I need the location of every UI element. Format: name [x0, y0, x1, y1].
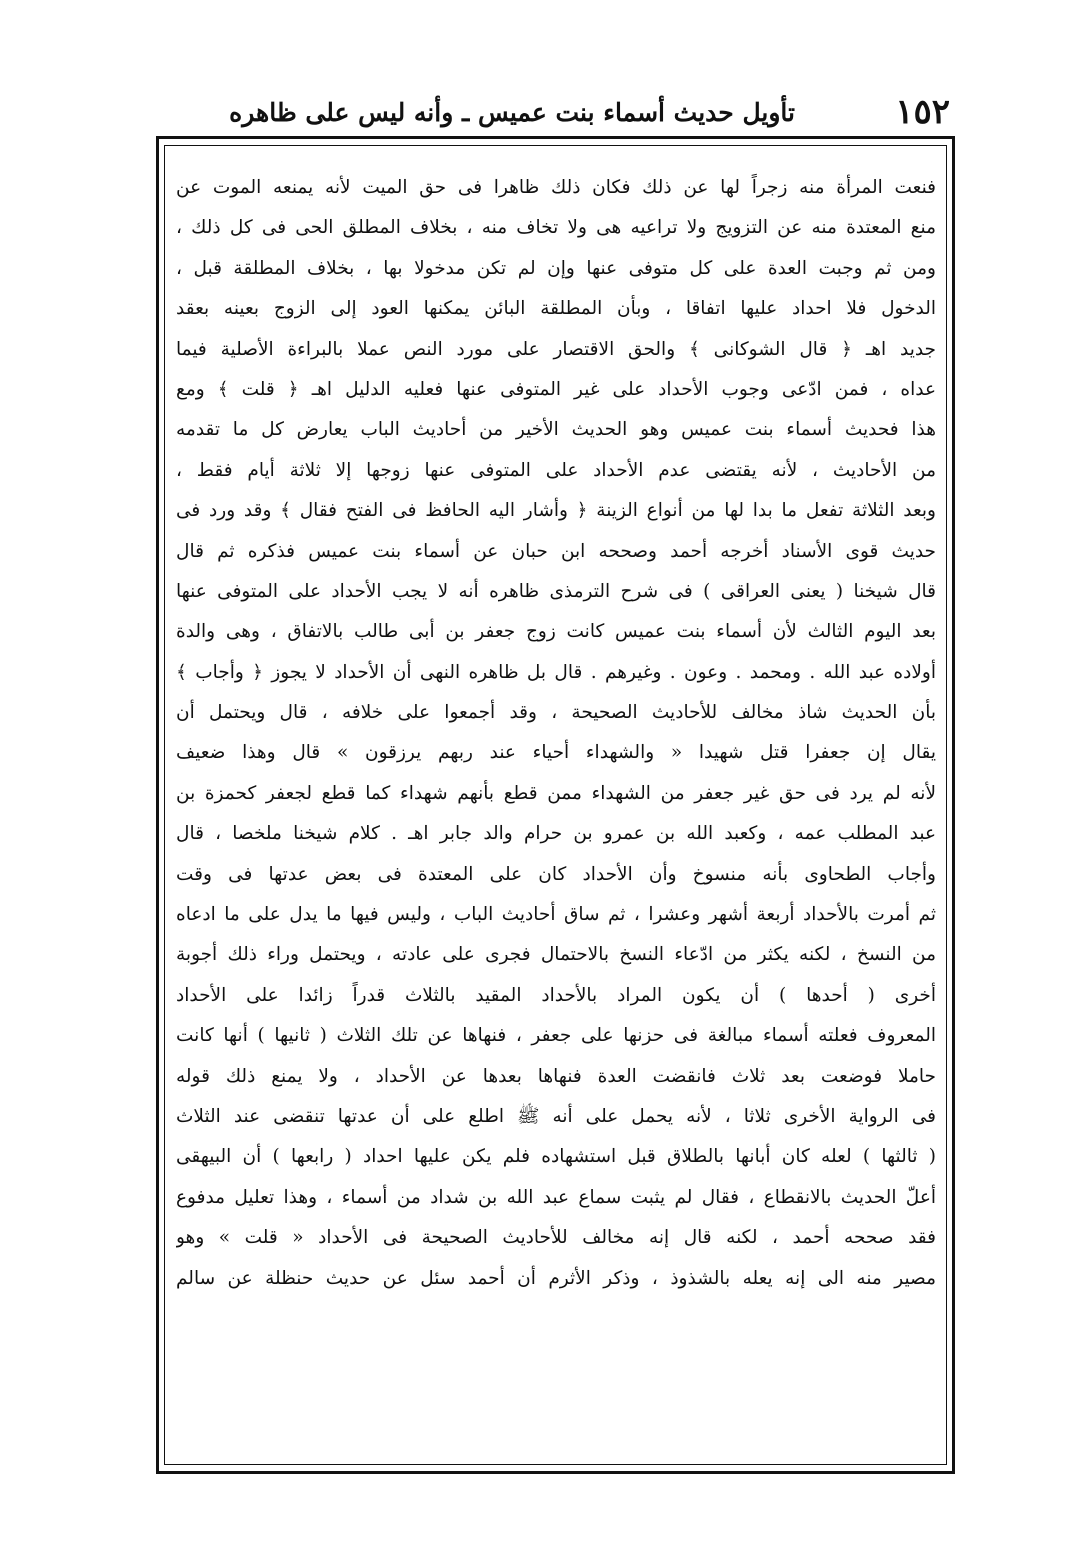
text-line: حاملا فوضعت بعد ثلاث فانقضت العدة فنهاها بعدها عن الأحداد ، ولا يمنع ذلك قوله	[176, 1065, 936, 1087]
text-line: بعد اليوم الثالث لأن أسماء بنت عميس كانت زوج جعفر بن أبى طالب بالاتفاق ، وهى والدة	[176, 621, 936, 643]
text-line: لأنه لم يرد فى حق غير جعفر من الشهداء ممن قطع بأنهم شهداء كما قطع لجعفر كحمزة بن	[176, 782, 936, 804]
text-line: من الأحاديث ، لأنه يقتضى عدم الأحداد على المتوفى عنها زوجها إلا ثلاثة أيام فقط ،	[176, 459, 936, 481]
text-line: وأجاب الطحاوى بأنه منسوخ وأن الأحداد كان على المعتدة فى بعض عدتها فى وقت	[176, 863, 936, 885]
text-line: جديد اهـ ﴿ قال الشوكانى ﴾ والحق الاقتصار على مورد النص عملا بالبراءة الأصلية فيما	[176, 338, 936, 360]
text-line: أخرى ( أحدها ) أن يكون المراد بالأحداد المقيد بالثلاث قدراً زائدا على الأحداد	[176, 984, 936, 1006]
text-line: من النسخ ، لكنه يكثر من ادّعاء النسخ بالاحتمال فجرى على عادته ، ويحتمل وراء ذلك أجوبة	[176, 944, 936, 966]
text-line: منع المعتدة منه عن التزويج ولا تراعيه هى ولا تخاف منه ، بخلاف المطلق الحى فى كل ذلك ،	[176, 217, 936, 239]
text-line: أعلّ الحديث بالانقطاع ، فقال لم يثبت سماع عبد الله بن شداد من أسماء ، وهذا تعليل مدفوع	[176, 1186, 936, 1208]
text-line: يقال إن جعفرا قتل شهيدا « والشهداء أحياء عند ربهم يرزقون » قال وهذا ضعيف	[176, 742, 936, 764]
text-line: الدخول فلا احداد عليها اتفاقا ، وبأن المطلقة البائن يمكنها العود إلى الزوج بعينه بعقد	[176, 298, 936, 320]
body-text	[176, 168, 936, 1299]
text-line: فنعت المرأة منه زجراً لها عن ذلك فكان ذلك ظاهرا فى حق الميت لأنه يمنعه الموت عن	[176, 177, 936, 198]
running-title: تأويل حديث أسماء بنت عميس ـ وأنه ليس على ظاهره	[229, 98, 795, 127]
text-line: قال شيخنا ( يعنى العراقى ) فى شرح الترمذى ظاهره أنه لا يجب الأحداد على المتوفى عنها	[176, 580, 936, 602]
text-line: ( ثالثها ) لعله كان أبانها بالطلاق قبل استشهاده فلم يكن عليها احداد ( رابعها ) أن البيهقى	[176, 1146, 936, 1168]
page-number: ١٥٢	[895, 92, 950, 132]
text-line: عبد المطلب عمه ، وكعبد الله بن عمرو بن حرام والد جابر اهـ . كلام شيخنا ملخصا ، قال	[176, 823, 936, 845]
text-line: مصير منه الى إنه يعله بالشذوذ ، وذكر الأثرم أن أحمد سئل عن حديث حنظلة عن سالم	[176, 1267, 936, 1289]
text-line: فى الرواية الأخرى ثلاثا ، لأنه يحمل على أنه ﷺ اطلع على أن عدتها تنقضى عند الثلاث	[176, 1105, 936, 1127]
text-line: عداه ، فمن ادّعى وجوب الأحداد على غير المتوفى عنها فعليه الدليل اهـ ﴿ قلت ﴾ ومع	[176, 378, 936, 400]
text-line: بأن الحديث شاذ مخالف للأحاديث الصحيحة ، وقد أجمعوا على خلافه ، قال ويحتمل أن	[176, 702, 936, 724]
text-line: أولاده عبد الله . ومحمد . وعون . وغيرهم . قال بل ظاهره النهى أن الأحداد لا يجوز ﴿ وأجاب ﴾	[176, 661, 936, 683]
text-line: هذا فحديث أسماء بنت عميس وهو الحديث الأخير من أحاديث الباب يعارض كل ما تقدمه	[176, 419, 936, 441]
text-line: ومن ثم وجبت العدة على كل متوفى عنها وإن لم تكن مدخولا بها ، بخلاف المطلقة قبل ،	[176, 257, 936, 279]
text-line: حديث قوى الأسناد أخرجه أحمد وصححه ابن حبان عن أسماء بنت عميس فذكره ثم قال	[176, 540, 936, 562]
text-line: المعروف فعلته أسماء مبالغة فى حزنها على جعفر ، فنهاها عن تلك الثلاث ( ثانيها ) أنها كانت	[176, 1025, 936, 1047]
page-header	[229, 92, 950, 132]
text-line: وبعد الثلاثة تفعل ما بدا لها من أنواع الزينة ﴿ وأشار اليه الحافظ فى الفتح فقال ﴾ وقد ورد فى	[176, 500, 936, 522]
text-line: ثم أمرت بالأحداد أربعة أشهر وعشرا ، ثم ساق أحاديث الباب ، وليس فيها ما يدل على ما ادعاه	[176, 904, 936, 926]
text-line: فقد صححه أحمد ، لكنه قال إنه مخالف للأحاديث الصحيحة فى الأحداد « قلت » وهو	[176, 1227, 936, 1249]
